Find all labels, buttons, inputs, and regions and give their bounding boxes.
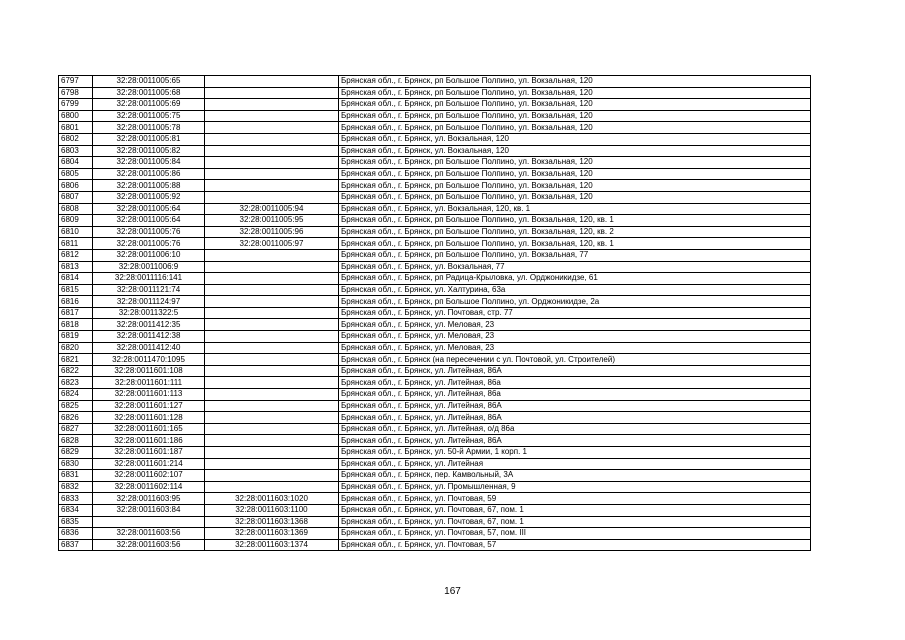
table-row [59,203,811,215]
address-cell: Брянская обл., г. Брянск, рп Большое Полпино, ул. Вокзальная, 120, кв. 2 [339,226,811,238]
table-row [59,319,811,331]
row-number-cell: 6797 [59,76,93,88]
cadastral-number-cell: 32:28:0011005:65 [93,76,205,88]
row-number-cell: 6830 [59,458,93,470]
related-cadastral-number-cell [205,389,339,401]
related-cadastral-number-cell [205,168,339,180]
table-row [59,191,811,203]
row-number-cell: 6835 [59,516,93,528]
address-cell: Брянская обл., г. Брянск, ул. Меловая, 23 [339,342,811,354]
address-cell: Брянская обл., г. Брянск, ул. Литейная [339,458,811,470]
related-cadastral-number-cell [205,307,339,319]
table-row [59,261,811,273]
address-cell: Брянская обл., г. Брянск, рп Большое Полпино, ул. Орджоникидзе, 2а [339,296,811,308]
row-number-cell: 6804 [59,157,93,169]
related-cadastral-number-cell [205,191,339,203]
related-cadastral-number-cell: 32:28:0011603:1374 [205,539,339,551]
address-cell: Брянская обл., г. Брянск, ул. Литейная, 86а [339,389,811,401]
row-number-cell: 6833 [59,493,93,505]
related-cadastral-number-cell [205,319,339,331]
cadastral-number-cell: 32:28:0011603:84 [93,504,205,516]
cadastral-number-cell: 32:28:0011005:88 [93,180,205,192]
table-row [59,238,811,250]
address-cell: Брянская обл., г. Брянск, ул. Вокзальная, 120, кв. 1 [339,203,811,215]
address-cell: Брянская обл., г. Брянск, рп Большое Полпино, ул. Вокзальная, 120, кв. 1 [339,215,811,227]
cadastral-number-cell: 32:28:0011005:92 [93,191,205,203]
row-number-cell: 6817 [59,307,93,319]
address-cell: Брянская обл., г. Брянск, ул. Литейная, 86А [339,400,811,412]
address-cell: Брянская обл., г. Брянск, ул. Меловая, 23 [339,331,811,343]
related-cadastral-number-cell [205,377,339,389]
table-row [59,447,811,459]
address-cell: Брянская обл., г. Брянск, ул. Литейная, 86А [339,365,811,377]
related-cadastral-number-cell [205,458,339,470]
table-row [59,516,811,528]
row-number-cell: 6832 [59,481,93,493]
table-row [59,400,811,412]
table-row [59,493,811,505]
related-cadastral-number-cell [205,284,339,296]
address-cell: Брянская обл., г. Брянск, ул. Почтовая, стр. 77 [339,307,811,319]
cadastral-number-cell: 32:28:0011470:1095 [93,354,205,366]
table-row [59,423,811,435]
related-cadastral-number-cell [205,400,339,412]
address-cell: Брянская обл., г. Брянск, рп Большое Полпино, ул. Вокзальная, 120 [339,168,811,180]
row-number-cell: 6816 [59,296,93,308]
address-cell: Брянская обл., г. Брянск (на пересечении с ул. Почтовой, ул. Строителей) [339,354,811,366]
cadastral-number-cell: 32:28:0011121:74 [93,284,205,296]
address-cell: Брянская обл., г. Брянск, ул. Вокзальная, 77 [339,261,811,273]
address-cell: Брянская обл., г. Брянск, рп Большое Полпино, ул. Вокзальная, 120 [339,191,811,203]
cadastral-number-cell: 32:28:0011601:127 [93,400,205,412]
related-cadastral-number-cell [205,122,339,134]
cadastral-number-cell: 32:28:0011005:82 [93,145,205,157]
table-row [59,76,811,88]
related-cadastral-number-cell [205,261,339,273]
address-cell: Брянская обл., г. Брянск, ул. Почтовая, 57 [339,539,811,551]
row-number-cell: 6826 [59,412,93,424]
related-cadastral-number-cell [205,180,339,192]
address-cell: Брянская обл., г. Брянск, ул. Литейная, 86а [339,377,811,389]
table-row [59,365,811,377]
table-row [59,458,811,470]
related-cadastral-number-cell [205,481,339,493]
related-cadastral-number-cell: 32:28:0011603:1100 [205,504,339,516]
cadastral-number-cell: 32:28:0011602:114 [93,481,205,493]
table-row [59,354,811,366]
address-cell: Брянская обл., г. Брянск, рп Большое Полпино, ул. Вокзальная, 77 [339,249,811,261]
cadastral-number-cell: 32:28:0011601:214 [93,458,205,470]
cadastral-number-cell: 32:28:0011602:107 [93,470,205,482]
address-cell: Брянская обл., г. Брянск, ул. Вокзальная, 120 [339,133,811,145]
row-number-cell: 6829 [59,447,93,459]
table-row [59,504,811,516]
table-row [59,331,811,343]
related-cadastral-number-cell [205,423,339,435]
cadastral-number-cell: 32:28:0011601:108 [93,365,205,377]
row-number-cell: 6805 [59,168,93,180]
related-cadastral-number-cell: 32:28:0011603:1368 [205,516,339,528]
table-row [59,284,811,296]
register-table-body [59,76,811,551]
address-cell: Брянская обл., г. Брянск, ул. Почтовая, 67, пом. 1 [339,516,811,528]
table-row [59,145,811,157]
cadastral-number-cell: 32:28:0011603:56 [93,528,205,540]
related-cadastral-number-cell [205,354,339,366]
related-cadastral-number-cell [205,331,339,343]
cadastral-number-cell: 32:28:0011005:76 [93,238,205,250]
row-number-cell: 6806 [59,180,93,192]
address-cell: Брянская обл., г. Брянск, рп Большое Полпино, ул. Вокзальная, 120 [339,76,811,88]
table-row [59,168,811,180]
cadastral-number-cell: 32:28:0011006:9 [93,261,205,273]
related-cadastral-number-cell [205,145,339,157]
table-row [59,470,811,482]
table-row [59,377,811,389]
cadastral-number-cell: 32:28:0011601:128 [93,412,205,424]
related-cadastral-number-cell: 32:28:0011005:95 [205,215,339,227]
row-number-cell: 6813 [59,261,93,273]
row-number-cell: 6837 [59,539,93,551]
cadastral-number-cell: 32:28:0011116:141 [93,273,205,285]
table-row [59,307,811,319]
row-number-cell: 6798 [59,87,93,99]
table-row [59,481,811,493]
cadastral-number-cell: 32:28:0011601:186 [93,435,205,447]
row-number-cell: 6810 [59,226,93,238]
table-row [59,435,811,447]
row-number-cell: 6827 [59,423,93,435]
related-cadastral-number-cell [205,273,339,285]
row-number-cell: 6809 [59,215,93,227]
row-number-cell: 6823 [59,377,93,389]
related-cadastral-number-cell [205,296,339,308]
address-cell: Брянская обл., г. Брянск, ул. Промышленная, 9 [339,481,811,493]
cadastral-number-cell: 32:28:0011124:97 [93,296,205,308]
related-cadastral-number-cell [205,99,339,111]
cadastral-number-cell: 32:28:0011601:165 [93,423,205,435]
address-cell: Брянская обл., г. Брянск, ул. Литейная, 86А [339,412,811,424]
row-number-cell: 6818 [59,319,93,331]
related-cadastral-number-cell [205,249,339,261]
address-cell: Брянская обл., г. Брянск, ул. Литейная, 86А [339,435,811,447]
related-cadastral-number-cell [205,435,339,447]
row-number-cell: 6815 [59,284,93,296]
table-row [59,87,811,99]
address-cell: Брянская обл., г. Брянск, ул. Халтурина, 63а [339,284,811,296]
row-number-cell: 6836 [59,528,93,540]
cadastral-number-cell: 32:28:0011005:68 [93,87,205,99]
table-row [59,180,811,192]
table-row [59,389,811,401]
address-cell: Брянская обл., г. Брянск, рп Большое Полпино, ул. Вокзальная, 120 [339,157,811,169]
cadastral-number-cell: 32:28:0011005:86 [93,168,205,180]
row-number-cell: 6803 [59,145,93,157]
address-cell: Брянская обл., г. Брянск, рп Большое Полпино, ул. Вокзальная, 120 [339,180,811,192]
cadastral-number-cell: 32:28:0011005:64 [93,203,205,215]
row-number-cell: 6822 [59,365,93,377]
cadastral-number-cell: 32:28:0011601:187 [93,447,205,459]
table-row [59,342,811,354]
related-cadastral-number-cell [205,412,339,424]
table-row [59,273,811,285]
related-cadastral-number-cell: 32:28:0011603:1020 [205,493,339,505]
table-row [59,133,811,145]
table-row [59,215,811,227]
related-cadastral-number-cell [205,342,339,354]
table-row [59,122,811,134]
row-number-cell: 6819 [59,331,93,343]
row-number-cell: 6825 [59,400,93,412]
cadastral-number-cell: 32:28:0011005:81 [93,133,205,145]
address-cell: Брянская обл., г. Брянск, рп Большое Полпино, ул. Вокзальная, 120 [339,87,811,99]
related-cadastral-number-cell [205,133,339,145]
related-cadastral-number-cell: 32:28:0011005:94 [205,203,339,215]
row-number-cell: 6814 [59,273,93,285]
table-row [59,249,811,261]
cadastral-number-cell: 32:28:0011412:40 [93,342,205,354]
cadastral-number-cell: 32:28:0011006:10 [93,249,205,261]
row-number-cell: 6811 [59,238,93,250]
cadastral-number-cell: 32:28:0011603:95 [93,493,205,505]
related-cadastral-number-cell [205,157,339,169]
cadastral-number-cell: 32:28:0011005:78 [93,122,205,134]
cadastral-number-cell: 32:28:0011005:76 [93,226,205,238]
related-cadastral-number-cell [205,110,339,122]
address-cell: Брянская обл., г. Брянск, рп Большое Полпино, ул. Вокзальная, 120 [339,110,811,122]
address-cell: Брянская обл., г. Брянск, пер. Камвольный, 3А [339,470,811,482]
related-cadastral-number-cell: 32:28:0011005:97 [205,238,339,250]
row-number-cell: 6821 [59,354,93,366]
cadastral-number-cell: 32:28:0011601:111 [93,377,205,389]
cadastral-number-cell: 32:28:0011005:64 [93,215,205,227]
address-cell: Брянская обл., г. Брянск, ул. Почтовая, 67, пом. 1 [339,504,811,516]
cadastral-number-cell: 32:28:0011005:84 [93,157,205,169]
row-number-cell: 6831 [59,470,93,482]
table-row [59,99,811,111]
address-cell: Брянская обл., г. Брянск, рп Большое Полпино, ул. Вокзальная, 120 [339,122,811,134]
table-row [59,110,811,122]
address-cell: Брянская обл., г. Брянск, ул. Литейная, о/д 86а [339,423,811,435]
related-cadastral-number-cell [205,447,339,459]
row-number-cell: 6807 [59,191,93,203]
cadastral-number-cell: 32:28:0011601:113 [93,389,205,401]
related-cadastral-number-cell [205,76,339,88]
row-number-cell: 6799 [59,99,93,111]
row-number-cell: 6800 [59,110,93,122]
address-cell: Брянская обл., г. Брянск, рп Радица-Крыловка, ул. Орджоникидзе, 61 [339,273,811,285]
row-number-cell: 6828 [59,435,93,447]
table-row [59,528,811,540]
table-row [59,296,811,308]
address-cell: Брянская обл., г. Брянск, ул. Меловая, 23 [339,319,811,331]
row-number-cell: 6802 [59,133,93,145]
cadastral-number-cell: 32:28:0011005:69 [93,99,205,111]
cadastral-number-cell: 32:28:0011412:35 [93,319,205,331]
cadastral-number-cell: 32:28:0011412:38 [93,331,205,343]
row-number-cell: 6834 [59,504,93,516]
address-cell: Брянская обл., г. Брянск, рп Большое Полпино, ул. Вокзальная, 120, кв. 1 [339,238,811,250]
page-number: 167 [444,586,461,597]
row-number-cell: 6808 [59,203,93,215]
address-cell: Брянская обл., г. Брянск, ул. 50-й Армии, 1 корп. 1 [339,447,811,459]
related-cadastral-number-cell: 32:28:0011603:1369 [205,528,339,540]
cadastral-number-cell [93,516,205,528]
related-cadastral-number-cell [205,470,339,482]
related-cadastral-number-cell [205,365,339,377]
cadastral-number-cell: 32:28:0011603:56 [93,539,205,551]
row-number-cell: 6812 [59,249,93,261]
table-row [59,157,811,169]
table-row [59,412,811,424]
address-cell: Брянская обл., г. Брянск, ул. Почтовая, 59 [339,493,811,505]
row-number-cell: 6820 [59,342,93,354]
row-number-cell: 6824 [59,389,93,401]
cadastral-number-cell: 32:28:0011322:5 [93,307,205,319]
table-row [59,226,811,238]
row-number-cell: 6801 [59,122,93,134]
table-row [59,539,811,551]
cadastral-number-cell: 32:28:0011005:75 [93,110,205,122]
register-table [58,75,811,551]
related-cadastral-number-cell [205,87,339,99]
address-cell: Брянская обл., г. Брянск, ул. Почтовая, 57, пом. III [339,528,811,540]
address-cell: Брянская обл., г. Брянск, рп Большое Полпино, ул. Вокзальная, 120 [339,99,811,111]
address-cell: Брянская обл., г. Брянск, ул. Вокзальная, 120 [339,145,811,157]
related-cadastral-number-cell: 32:28:0011005:96 [205,226,339,238]
